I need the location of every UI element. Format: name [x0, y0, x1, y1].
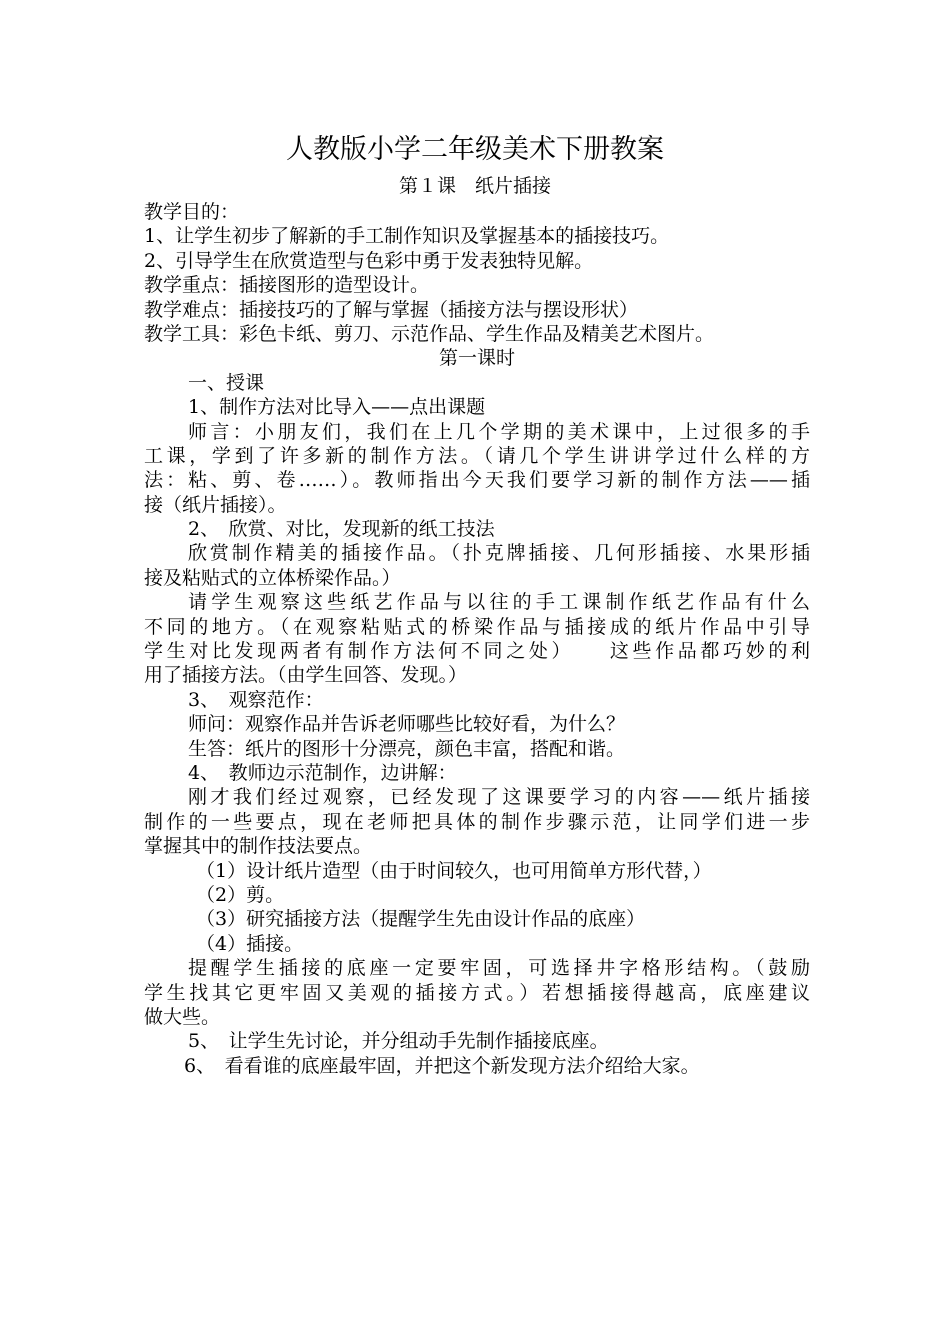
step-5: 5、 让学生先讨论，并分组动手先制作插接底座。	[188, 1030, 609, 1053]
paragraph-line: 师言：小朋友们，我们在上几个学期的美术课中，上过很多的手	[188, 420, 810, 443]
step-6: 6、 看看谁的底座最牢固，并把这个新发现方法介绍给大家。	[184, 1054, 700, 1077]
substep-4: （4）插接。	[196, 932, 304, 955]
teaching-difficulty: 教学难点：插接技巧的了解与掌握（插接方法与摆设形状）	[144, 298, 639, 321]
paragraph-line: 制作的一些要点，现在老师把具体的制作步骤示范，让同学们进一步	[144, 810, 810, 833]
paragraph-line: 欣赏制作精美的插接作品。（扑克牌插接、几何形插接、水果形插	[188, 542, 810, 565]
step-4-heading: 4、 教师边示范制作，边讲解：	[188, 761, 457, 784]
document-title: 人教版小学二年级美术下册教案	[286, 134, 664, 165]
section-heading-lecture: 一、授课	[188, 371, 265, 394]
paragraph-line: 接（纸片插接）。	[144, 493, 287, 516]
teaching-goals-heading: 教学目的：	[144, 201, 240, 223]
paragraph-line: 学生找其它更牢固又美观的插接方式。）若想插接得越高，底座建议	[144, 981, 810, 1004]
substep-2: （2）剪。	[196, 883, 285, 906]
goal-item-1: 1、让学生初步了解新的手工制作知识及掌握基本的插接技巧。	[144, 225, 670, 248]
paragraph-line: 用了插接方法。（由学生回答、发现。）	[144, 664, 468, 687]
teaching-tools: 教学工具：彩色卡纸、剪刀、示范作品、学生作品及精美艺术图片。	[144, 322, 715, 345]
paragraph-line: 工课，学到了许多新的制作方法。（请几个学生讲讲学过什么样的方	[144, 444, 810, 467]
goal-item-2: 2、引导学生在欣赏造型与色彩中勇于发表独特见解。	[144, 249, 594, 272]
paragraph-line: 做大些。	[144, 1005, 221, 1028]
paragraph-line: 刚才我们经过观察，已经发现了这课要学习的内容——纸片插接	[188, 786, 810, 809]
paragraph-line: 法：粘、剪、卷……）。教师指出今天我们要学习新的制作方法——插	[144, 469, 810, 492]
lesson-subtitle: 第１课 纸片插接	[398, 175, 551, 197]
paragraph-line: 请学生观察这些纸艺作品与以往的手工课制作纸艺作品有什么	[188, 591, 810, 614]
period-heading: 第一课时	[438, 347, 515, 370]
paragraph-line: 师问：观察作品并告诉老师哪些比较好看，为什么？	[188, 713, 626, 736]
substep-1: （1）设计纸片造型（由于时间较久，也可用简单方形代替，）	[196, 859, 712, 882]
step-2-heading: 2、 欣赏、对比，发现新的纸工技法	[188, 518, 495, 541]
paragraph-line: 不同的地方。（在观察粘贴式的桥梁作品与插接成的纸片作品中引导	[144, 615, 810, 638]
substep-3: （3）研究插接方法（提醒学生先由设计作品的底座）	[196, 908, 646, 931]
paragraph-line: 掌握其中的制作技法要点。	[144, 835, 373, 858]
paragraph-line: 接及粘贴式的立体桥梁作品。）	[144, 566, 401, 589]
paragraph-line: 学生对比发现两者有制作方法何不同之处） 这些作品都巧妙的利	[144, 640, 810, 663]
step-1-heading: 1、制作方法对比导入——点出课题	[188, 396, 486, 419]
paragraph-line: 生答：纸片的图形十分漂亮，颜色丰富，搭配和谐。	[188, 737, 626, 760]
document-body	[144, 200, 810, 1078]
paragraph-line: 提醒学生插接的底座一定要牢固，可选择井字格形结构。（鼓励	[188, 957, 810, 980]
teaching-focus: 教学重点：插接图形的造型设计。	[144, 274, 430, 297]
step-3-heading: 3、 观察范作：	[188, 688, 324, 711]
